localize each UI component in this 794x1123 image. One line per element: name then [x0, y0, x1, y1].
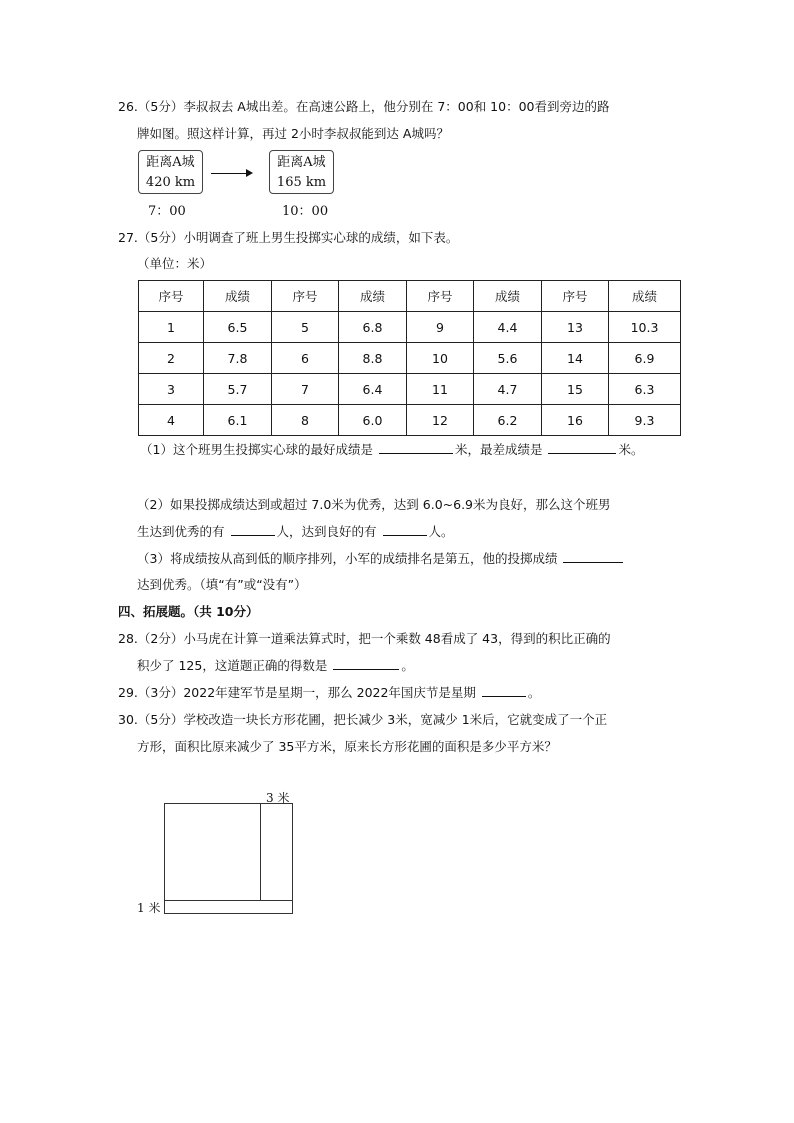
table-row	[139, 343, 681, 374]
table-cell: 7.8	[204, 343, 272, 374]
table-cell: 4	[139, 405, 204, 436]
table-cell: 2	[139, 343, 204, 374]
answer-blank[interactable]	[231, 523, 275, 536]
answer-blank[interactable]	[482, 684, 526, 697]
q27-part3-line1	[137, 549, 625, 567]
table-cell: 10.3	[609, 312, 681, 343]
table-cell: 10	[407, 343, 474, 374]
header-cell: 序号	[139, 281, 204, 312]
table-cell: 5.6	[474, 343, 542, 374]
table-cell: 6.2	[474, 405, 542, 436]
sign-title: 距离A城	[277, 155, 326, 170]
header-cell: 序号	[272, 281, 339, 312]
table-cell: 6.0	[339, 405, 407, 436]
table-cell: 4.7	[474, 374, 542, 405]
q27-part2-line1: （2）如果投掷成绩达到或超过 7.0米为优秀，达到 6.0~6.9米为良好，那么这个班男	[137, 497, 611, 512]
garden-rectangle	[164, 803, 293, 914]
q27-part2-line2	[137, 522, 454, 540]
text: 。	[401, 658, 414, 673]
table-cell: 13	[542, 312, 609, 343]
text: 米。	[618, 442, 644, 457]
q27-part1	[140, 440, 643, 458]
text: 29.（3分）2022年建军节是星期一，那么 2022年国庆节是星期	[118, 685, 476, 700]
text: 人，达到良好的有	[276, 524, 377, 539]
table-cell: 6	[272, 343, 339, 374]
table-cell: 11	[407, 374, 474, 405]
table-cell: 9.3	[609, 405, 681, 436]
answer-blank[interactable]	[563, 550, 623, 563]
table-cell: 7	[272, 374, 339, 405]
road-sign-2	[269, 150, 334, 194]
table-cell: 8	[272, 405, 339, 436]
table-cell: 12	[407, 405, 474, 436]
answer-blank[interactable]	[548, 441, 616, 454]
sign-distance: 420 km	[145, 175, 196, 190]
text: 米，最差成绩是	[454, 442, 543, 457]
q27-line1: 27.（5分）小明调查了班上男生投掷实心球的成绩，如下表。	[118, 230, 459, 245]
table-cell: 3	[139, 374, 204, 405]
table-header-row	[139, 281, 681, 312]
table-cell: 5.7	[204, 374, 272, 405]
header-cell: 成绩	[609, 281, 681, 312]
table-cell: 6.8	[339, 312, 407, 343]
q29-line1	[118, 683, 540, 701]
table-cell: 14	[542, 343, 609, 374]
q27-unit: （单位：米）	[137, 256, 213, 271]
header-cell: 成绩	[474, 281, 542, 312]
header-cell: 序号	[407, 281, 474, 312]
q30-line1: 30.（5分）学校改造一块长方形花圃，把长减少 3米，宽减少 1米后，它就变成了一个正	[118, 712, 608, 727]
answer-blank[interactable]	[383, 523, 427, 536]
arrow-icon	[211, 173, 247, 174]
text: 。	[527, 685, 541, 700]
table-cell: 1	[139, 312, 204, 343]
label-1m: 1 米	[137, 901, 161, 915]
table-row	[139, 312, 681, 343]
sign-distance: 165 km	[276, 175, 327, 190]
text: 生达到优秀的有	[137, 524, 225, 539]
header-cell: 序号	[542, 281, 609, 312]
answer-blank[interactable]	[333, 657, 399, 670]
text: 人。	[428, 524, 454, 539]
table-cell: 16	[542, 405, 609, 436]
sign-title: 距离A城	[146, 155, 195, 170]
garden-divider-horizontal	[164, 900, 292, 901]
table-row	[139, 405, 681, 436]
text: （3）将成绩按从高到低的顺序排列，小军的成绩排名是第五，他的投掷成绩	[137, 551, 558, 566]
table-cell: 6.9	[609, 343, 681, 374]
sign2-time: 10：00	[282, 204, 329, 219]
q26-line1: 26.（5分）李叔叔去 A城出差。在高速公路上，他分别在 7：00和 10：00看到旁边的路	[118, 99, 610, 114]
q26-line2: 牌如图。照这样计算，再过 2小时李叔叔能到达 A城吗？	[137, 126, 449, 141]
table-cell: 9	[407, 312, 474, 343]
q30-line2: 方形，面积比原来减少了 35平方米，原来长方形花圃的面积是多少平方米？	[137, 739, 557, 754]
table-cell: 6.4	[339, 374, 407, 405]
table-cell: 8.8	[339, 343, 407, 374]
label-3m: 3 米	[266, 791, 290, 805]
answer-blank[interactable]	[379, 441, 453, 454]
sign1-time: 7：00	[148, 204, 186, 219]
q27-part3-line2: 达到优秀。（填“有”或“没有”）	[137, 577, 307, 592]
arrow-head-icon	[246, 169, 253, 177]
text: 积少了 125，这道题正确的得数是	[137, 658, 328, 673]
table-cell: 6.3	[609, 374, 681, 405]
table-cell: 6.1	[204, 405, 272, 436]
table-row	[139, 374, 681, 405]
section-heading: 四、拓展题。（共 10分）	[118, 604, 259, 619]
text: （1）这个班男生投掷实心球的最好成绩是	[140, 442, 373, 457]
table-cell: 5	[272, 312, 339, 343]
garden-divider-vertical	[260, 803, 261, 901]
header-cell: 成绩	[204, 281, 272, 312]
q28-line1: 28.（2分）小马虎在计算一道乘法算式时，把一个乘数 48看成了 43，得到的积比正确的	[118, 631, 611, 646]
road-sign-1	[138, 150, 203, 194]
score-table	[138, 280, 681, 436]
header-cell: 成绩	[339, 281, 407, 312]
q28-line2	[137, 656, 414, 674]
table-cell: 4.4	[474, 312, 542, 343]
table-cell: 6.5	[204, 312, 272, 343]
table-cell: 15	[542, 374, 609, 405]
